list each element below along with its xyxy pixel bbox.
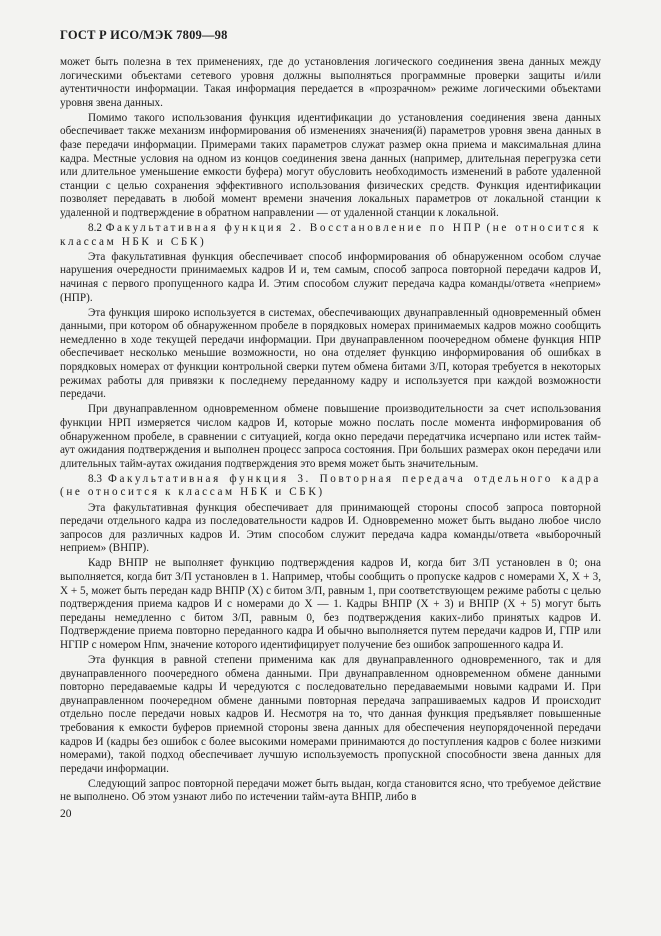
section-number-8-2: 8.2 <box>88 222 102 235</box>
section-number-8-3: 8.3 <box>88 472 102 485</box>
section-title-8-3: Факультативная функция 3. Повторная передача отдельного кадра <box>108 472 601 485</box>
paragraph-continuation: может быть полезна в тех применениях, где до установления логического соединения звена данных между логическими объектами сетевого уровня должны выполняться программные проверки защиты и/или аутентичности информации. Такая информация передается в «прозрачном» режиме логическими объектами уровня звена данных. <box>60 56 601 109</box>
body-text <box>60 56 601 807</box>
paragraph-vnpr-example: Кадр ВНПР не выполняет функцию подтверждения кадров И, когда бит З/П установлен в 0; она выполняется, когда бит З/П установлен в 1. Например, чтобы сообщить о пропуске кадров с номерами X, X + 3, X + 5, может быть передан кадр ВНПР (X) с битом З/П, равным 1, при соответствующем режиме работы с целью подтверждения приема кадров И с номерами до X — 1. Кадры ВНПР (X + 3) и ВНПР (X + 5) могут быть переданы немедленно с битом З/П, равным 0, без подтверждения каких-либо принятых кадров И. Подтверждение приема повторно переданного кадра И обычно выполняется путем передачи кадров И, ГПР или НГПР с номером Нпм, значение которого идентифицирует получение без ошибок запрошенного кадра И. <box>60 557 601 651</box>
section-heading-8-3 <box>60 473 601 500</box>
section-title-8-2: Факультативная функция 2. Восстановление по НПР <box>105 222 483 235</box>
section-note-8-3: (не относится к классам НБК и СБК) <box>60 486 325 499</box>
running-header-title: ГОСТ Р ИСО/МЭК 7809—98 <box>60 28 228 42</box>
section-heading-8-2 <box>60 222 601 249</box>
paragraph-npr-performance: При двунаправленном одновременном обмене повышение производительности за счет использования функции НРП измеряется числом кадров И, которые можно послать после момента информирования об обнаруженном пробеле, в сравнении с ситуацией, когда окно передачи передатчика исчерпано или истек тайм-аут ожидания подтверждения и выполнен процесс запроса состояния. При больших размерах окон передачи или длительных тайм-аутах ожидания подтверждения это время может быть значительным. <box>60 403 601 470</box>
paragraph-next-request: Следующий запрос повторной передачи может быть выдан, когда становится ясно, что требуемое действие не выполнено. Об этом узнают либо по истечении тайм-аута ВНПР, либо в <box>60 777 601 804</box>
paragraph-vnpr-applicability: Эта функция в равной степени применима как для двунаправленного одновременного, так и для двунаправленного поочередного обмена данными. При двунаправленном одновременном обмене данными повторно передаваемые кадры И чередуются с последовательно передаваемыми новыми кадрами И. При двунаправленном поочередном обмене данными повторная передача запрашиваемых кадров И происходит отдельно после передачи новых кадров И. Несмотря на то, что данная функция предъявляет повышенные требования к емкости буферов приемной стороны звена данных для обеспечения неупорядоченной передачи кадров И (кадры без ошибок с более высокими номерами принимаются до поступления кадров с более низкими номерами), такой подход обеспечивает лучшую используемость пропускной способности звена данных для передачи информации. <box>60 654 601 775</box>
paragraph-npr-usage: Эта функция широко используется в системах, обеспечивающих двунаправленный одновременный обмен данными, при котором об обнаруженном пробеле в порядковых номерах принимаемых кадров можно сообщить немедленно в ходе текущей передачи информации. При двунаправленном поочередном обмене функция НПР обеспечивает несколько меньшие возможности, но она отделяет функцию информирования об ошибках в порядковых номерах от функции контрольной сверки путем обмена битами З/П, которая требуется в некоторых режимах работы для привязки к последнему переданному кадру и используется при каждой возможности передачи. <box>60 306 601 401</box>
paragraph-vnpr-description: Эта факультативная функция обеспечивает для принимающей стороны способ запроса повторной передачи отдельного кадра из последовательности кадров И. Одновременно может быть выдано любое число запросов для различных кадров И. Этим способом служит передача кадра команды/ответа «выборочный неприем» (ВНПР). <box>60 501 601 555</box>
paragraph-npr-description: Эта факультативная функция обеспечивает способ информирования об обнаруженном особом случае нарушения очередности принимаемых кадров И и, тем самым, способ запроса повторной передачи кадров И, начиная с первого пропущенного кадра И. Этим способом служит передача кадра команды/ответа «неприем» (НПР). <box>60 250 601 304</box>
section-note-8-2: (не относится к классам НБК и СБК) <box>60 222 602 248</box>
page-number: 20 <box>60 808 72 820</box>
paragraph-identification-function: Помимо такого использования функция идентификации до установления соединения звена данных обеспечивает также механизм информирования об изменениях значения(й) параметров уровня звена данных в фазе передачи информации. Примерами таких параметров служат размер окна приема и максимальная длина кадра. Местные условия на одном из концов соединения звена данных (например, длительная перегрузка сети или длительное уменьшение емкости буфера) могут обусловить необходимость изменений в работе удаленной станции с целью сохранения эффективного использования физических средств. Функция идентификации позволяет передавать в любой момент времени значения локальных параметров от локальной станции к удаленной и подтверждение в обратном направлении — от удаленной станции к локальной. <box>60 111 601 220</box>
